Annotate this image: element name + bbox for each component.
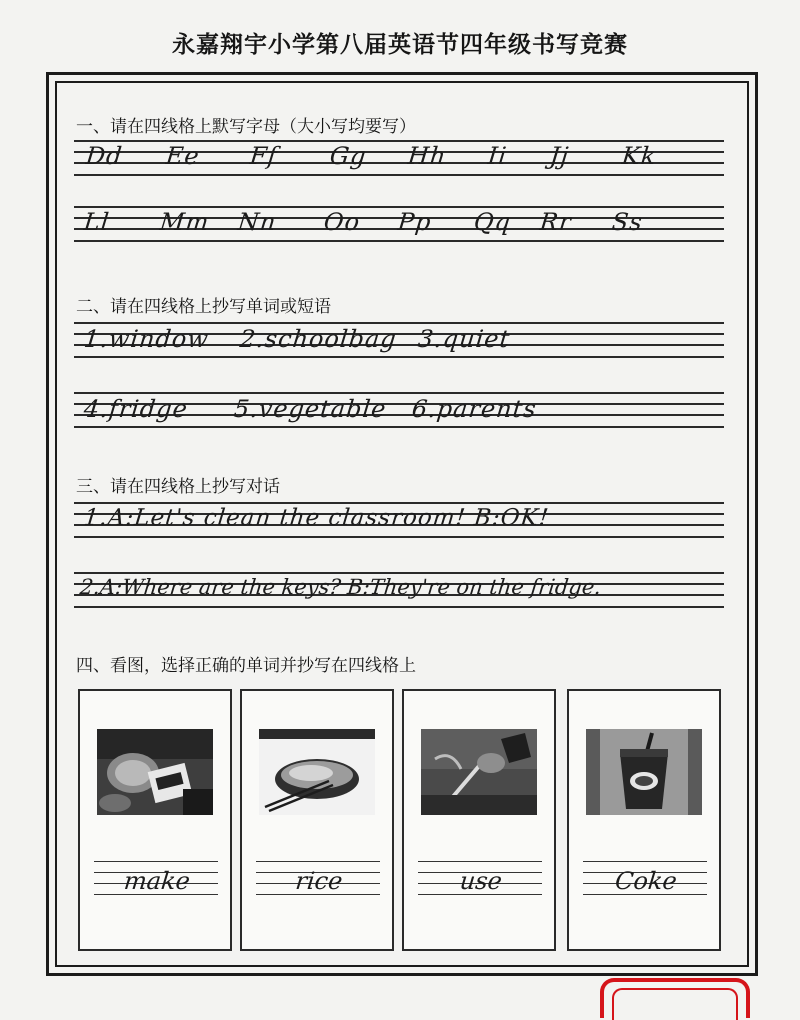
handwritten-letters: Ii [486, 142, 509, 170]
cooking-photo-graphic [97, 729, 213, 815]
handwritten-letters: Kk [620, 142, 658, 170]
handwritten-answer: make [122, 867, 192, 895]
picture-card-use [402, 689, 556, 951]
handwritten-letters: Ll [82, 208, 112, 236]
handwritten-letters: Dd [84, 142, 125, 170]
coke-cup-photo [586, 729, 702, 815]
handwritten-letters: Nn [236, 208, 278, 236]
handwritten-answer: rice [294, 867, 344, 895]
cleaning-photo [421, 729, 537, 815]
section-1-heading: 一、请在四线格上默写字母（大小写均要写） [76, 117, 416, 137]
red-seal-stamp [600, 978, 750, 1018]
handwritten-letters: Ss [610, 208, 645, 236]
page-title: 永嘉翔宇小学第八届英语节四年级书写竞赛 [172, 32, 628, 58]
handwritten-letters: Pp [396, 208, 433, 236]
handwritten-word: 5.vegetable [232, 395, 388, 423]
handwritten-word: 3.quiet [416, 325, 512, 353]
cleaning-photo-graphic [421, 729, 537, 815]
handwritten-letters: Rr [538, 208, 574, 236]
handwritten-letters: Oo [322, 208, 362, 236]
handwritten-sentence: 2.A:Where are the keys? B:They're on the fridge. [78, 575, 603, 599]
handwritten-letters: Gg [328, 142, 369, 170]
cooking-photo [97, 729, 213, 815]
handwritten-letters: Ff [248, 142, 280, 170]
handwritten-letters: Mm [158, 208, 211, 236]
handwritten-sentence: 1.A:Let's clean the classroom! B:OK! [82, 505, 551, 531]
handwritten-letters: Jj [548, 142, 571, 170]
handwritten-letters: Ee [164, 142, 202, 170]
handwritten-word: 2.schoolbag [238, 325, 399, 353]
handwritten-word: 1.window [82, 325, 211, 353]
picture-card-rice [240, 689, 394, 951]
handwritten-answer: Coke [613, 867, 679, 895]
picture-card-coke [567, 689, 721, 951]
handwritten-word: 6.parents [410, 395, 539, 423]
coke-cup-photo-graphic [586, 729, 702, 815]
handwritten-letters: Qq [472, 208, 513, 236]
section-3-heading: 三、请在四线格上抄写对话 [76, 477, 280, 497]
section-2-heading: 二、请在四线格上抄写单词或短语 [76, 297, 331, 317]
rice-bowl-photo-graphic [259, 729, 375, 815]
handwritten-word: 4.fridge [82, 395, 190, 423]
section-4-heading: 四、看图，选择正确的单词并抄写在四线格上 [76, 656, 416, 676]
handwritten-letters: Hh [406, 142, 448, 170]
handwritten-answer: use [458, 867, 504, 895]
rice-bowl-photo [259, 729, 375, 815]
picture-card-make [78, 689, 232, 951]
